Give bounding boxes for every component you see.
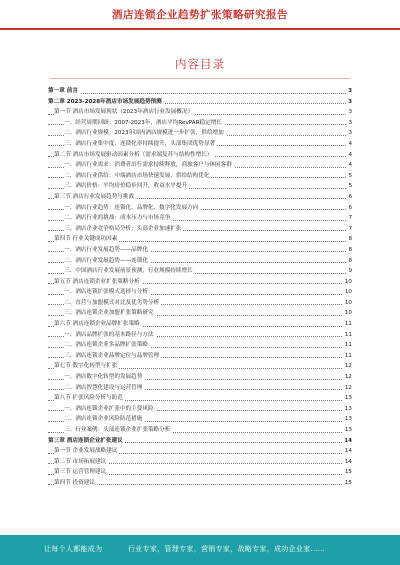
toc-entry-page: 3 (346, 107, 352, 118)
toc-entry-page: 8 (346, 245, 352, 256)
toc-entry-page: 15 (343, 478, 352, 489)
toc-entry[interactable] (48, 224, 352, 235)
toc-entry-title: 三、中国酒店行业发展前景预测，行业规模持续增长 (64, 268, 193, 275)
toc-entry[interactable] (48, 308, 352, 319)
toc-entry[interactable] (48, 256, 352, 267)
toc-entry[interactable] (48, 86, 352, 97)
toc-entry-page: 3 (346, 97, 352, 108)
toc-entry-title: 三、酒店企业竞争格局分析：头部企业加速扩张 (64, 225, 182, 232)
toc-entry-page: 11 (343, 319, 352, 330)
toc-entry-page: 14 (343, 446, 352, 457)
toc-entry[interactable] (48, 160, 352, 171)
toc-entry-page: 3 (346, 118, 352, 129)
toc-entry-page: 3 (346, 128, 352, 139)
toc-entry[interactable] (48, 234, 352, 245)
toc-entry-title: 二、酒店连锁企业多品牌扩张策略 (64, 342, 148, 349)
toc-entry-page: 3 (346, 86, 352, 97)
toc-entry-title: 一、酒店行业趋势：连锁化、品牌化、数字化发展方向 (64, 204, 199, 211)
toc-entry-page: 13 (343, 404, 352, 415)
toc-entry[interactable] (48, 393, 352, 404)
page-footer (0, 535, 400, 565)
toc-entry[interactable] (48, 192, 352, 203)
page-header (0, 0, 400, 30)
toc-entry[interactable] (48, 181, 352, 192)
toc-entry-page: 13 (343, 414, 352, 425)
toc-entry-title: 二、酒店行业规模：2023年国内酒店规模进一步扩张，供给增加 (64, 130, 224, 137)
toc-entry-title: 三、酒店连锁企业加盟扩张策略研究 (64, 310, 154, 317)
toc-entry[interactable] (48, 97, 352, 108)
toc-entry-page: 14 (342, 436, 352, 447)
toc-entry-title: 第八节 扩张风险分析与防范 (54, 395, 123, 402)
toc-entry[interactable] (48, 203, 352, 214)
toc-entry[interactable] (48, 287, 352, 298)
toc-heading: 内容目录 (175, 57, 225, 71)
toc-entry-page: 10 (343, 308, 352, 319)
toc-entry[interactable] (48, 457, 352, 468)
toc-entry[interactable] (48, 128, 352, 139)
toc-entry-title: 第一章 前言 (48, 88, 78, 94)
toc-entry[interactable] (48, 277, 352, 288)
toc-entry-title: 二、酒店行业供给：中端酒店市场快速发展，供给结构优化 (64, 172, 210, 179)
toc-entry-title: 第五节 酒店连锁企业扩张策略分析 (54, 278, 140, 285)
toc-entry-title: 第二章 2023-2028年酒店市场发展趋势预测 (48, 98, 162, 105)
toc-entry[interactable] (48, 245, 352, 256)
toc-entry[interactable] (48, 118, 352, 129)
toc-entry-page: 14 (343, 457, 352, 468)
toc-heading-divider (50, 78, 350, 79)
table-of-contents (48, 86, 352, 489)
toc-entry-title: 一、酒店行业发展趋势——品牌化 (64, 246, 148, 253)
toc-entry[interactable] (48, 446, 352, 457)
toc-entry-title: 一、酒店连锁扩张模式选择与分析 (64, 289, 148, 296)
toc-entry-page: 13 (343, 425, 352, 436)
toc-entry-title: 一、酒店连锁企业扩张中的主要风险 (64, 405, 154, 412)
toc-entry-page: 12 (343, 361, 352, 372)
toc-entry[interactable] (48, 107, 352, 118)
toc-entry[interactable] (48, 213, 352, 224)
toc-entry-page: 11 (343, 330, 352, 341)
toc-entry-page: 7 (346, 213, 352, 224)
toc-entry[interactable] (48, 330, 352, 341)
toc-entry-page: 5 (346, 181, 352, 192)
footer-slogan: 让每个人都能成为 (44, 545, 103, 553)
toc-entry-title: 第三节 酒店行业发展趋势与挑战 (54, 193, 135, 200)
toc-entry[interactable] (48, 383, 352, 394)
toc-entry-page: 11 (343, 340, 352, 351)
toc-entry[interactable] (48, 425, 352, 436)
toc-entry[interactable] (48, 150, 352, 161)
toc-entry-title: 一、经营周期回顾：2007-2023年，酒店平均RevPAR稳定增长 (64, 119, 222, 126)
toc-entry-title: 三、行业案例：头部连锁企业扩张策略分析 (64, 427, 171, 433)
toc-entry-page: 5 (346, 171, 352, 182)
toc-entry-page: 4 (346, 139, 352, 150)
toc-entry-page: 4 (346, 150, 352, 161)
toc-entry-title: 第三章 酒店连锁企业扩张建议 (48, 437, 123, 444)
toc-entry[interactable] (48, 414, 352, 425)
toc-entry-title: 第二节 市场拓展建议 (54, 458, 107, 465)
toc-entry-title: 二、酒店行业的挑战：成本压力与市场竞争 (64, 215, 171, 222)
toc-entry-title: 一、酒店行业需求：消费者出行需求持续释放，商旅客户与休闲客群 (64, 162, 232, 169)
toc-entry-page: 10 (343, 287, 352, 298)
toc-entry-page: 9 (346, 266, 352, 277)
toc-entry[interactable] (48, 372, 352, 383)
toc-entry[interactable] (48, 340, 352, 351)
footer-tagline: 行业专家，管理专家，营销专家，战略专家，成功企业家…… (128, 545, 326, 553)
toc-entry[interactable] (48, 171, 352, 182)
header-divider (0, 28, 400, 30)
toc-entry-title: 二、直营与加盟模式对比及优劣势分析 (64, 299, 160, 306)
toc-entry-page: 4 (346, 160, 352, 171)
toc-entry[interactable] (48, 351, 352, 362)
toc-entry-page: 7 (346, 224, 352, 235)
toc-entry-page: 12 (343, 372, 352, 383)
toc-entry[interactable] (48, 298, 352, 309)
toc-entry[interactable] (48, 467, 352, 478)
toc-entry[interactable] (48, 478, 352, 489)
toc-entry-title: 第七节 数字化转型与扩张 (54, 363, 118, 370)
toc-entry-title: 二、酒店智慧化建设与运营管理 (64, 384, 143, 391)
toc-entry-page: 11 (343, 351, 352, 362)
toc-entry-title: 第四节 投资建议 (54, 479, 95, 486)
toc-entry-title: 第四节 行业关键成功因素 (54, 236, 118, 243)
toc-entry[interactable] (48, 436, 352, 447)
toc-entry-page: 6 (346, 203, 352, 214)
toc-entry-title: 三、酒店连锁企业品牌定位与品牌管理 (64, 352, 160, 359)
toc-entry-title: 二、酒店行业发展趋势——连锁化 (64, 257, 148, 264)
report-title: 酒店连锁企业趋势扩张策略研究报告 (112, 9, 288, 21)
toc-entry-title: 一、酒店品牌扩张的基本路径与方法 (64, 331, 154, 338)
toc-entry-title: 三、酒店价格：平均房价稳步回升，收益水平提升 (64, 183, 188, 190)
toc-entry[interactable] (48, 319, 352, 330)
toc-entry-title: 二、酒店连锁企业风险防范措施 (64, 416, 143, 423)
toc-entry-title: 第二节 酒店市场发展驱动因素分析（需求端复苏与结构性增长） (54, 151, 213, 158)
toc-entry-page: 8 (346, 256, 352, 267)
toc-entry-page: 10 (343, 298, 352, 309)
toc-entry-page: 15 (343, 467, 352, 478)
toc-entry-title: 第六节 酒店连锁企业品牌扩张策略 (54, 321, 140, 328)
toc-entry-title: 第三节 运营管理建议 (54, 469, 107, 476)
toc-entry-page: 10 (343, 277, 352, 288)
toc-entry-title: 第一节 酒店市场发展现状（2023年酒店行业发展概况） (54, 109, 194, 116)
toc-entry-page: 8 (346, 234, 352, 245)
toc-entry[interactable] (48, 404, 352, 415)
toc-entry-page: 13 (343, 393, 352, 404)
toc-entry[interactable] (48, 361, 352, 372)
toc-entry[interactable] (48, 266, 352, 277)
toc-entry-title: 三、酒店行业集中度：连锁化率持续提升，头部集团优势显著 (64, 140, 216, 147)
toc-entry-page: 6 (346, 192, 352, 203)
toc-entry[interactable] (48, 139, 352, 150)
toc-leader-dots (48, 93, 352, 94)
toc-entry-page: 12 (343, 383, 352, 394)
toc-entry-title: 第一节 企业发展战略建议 (54, 448, 118, 455)
toc-entry-title: 一、酒店数字化转型的发展趋势 (64, 374, 143, 381)
